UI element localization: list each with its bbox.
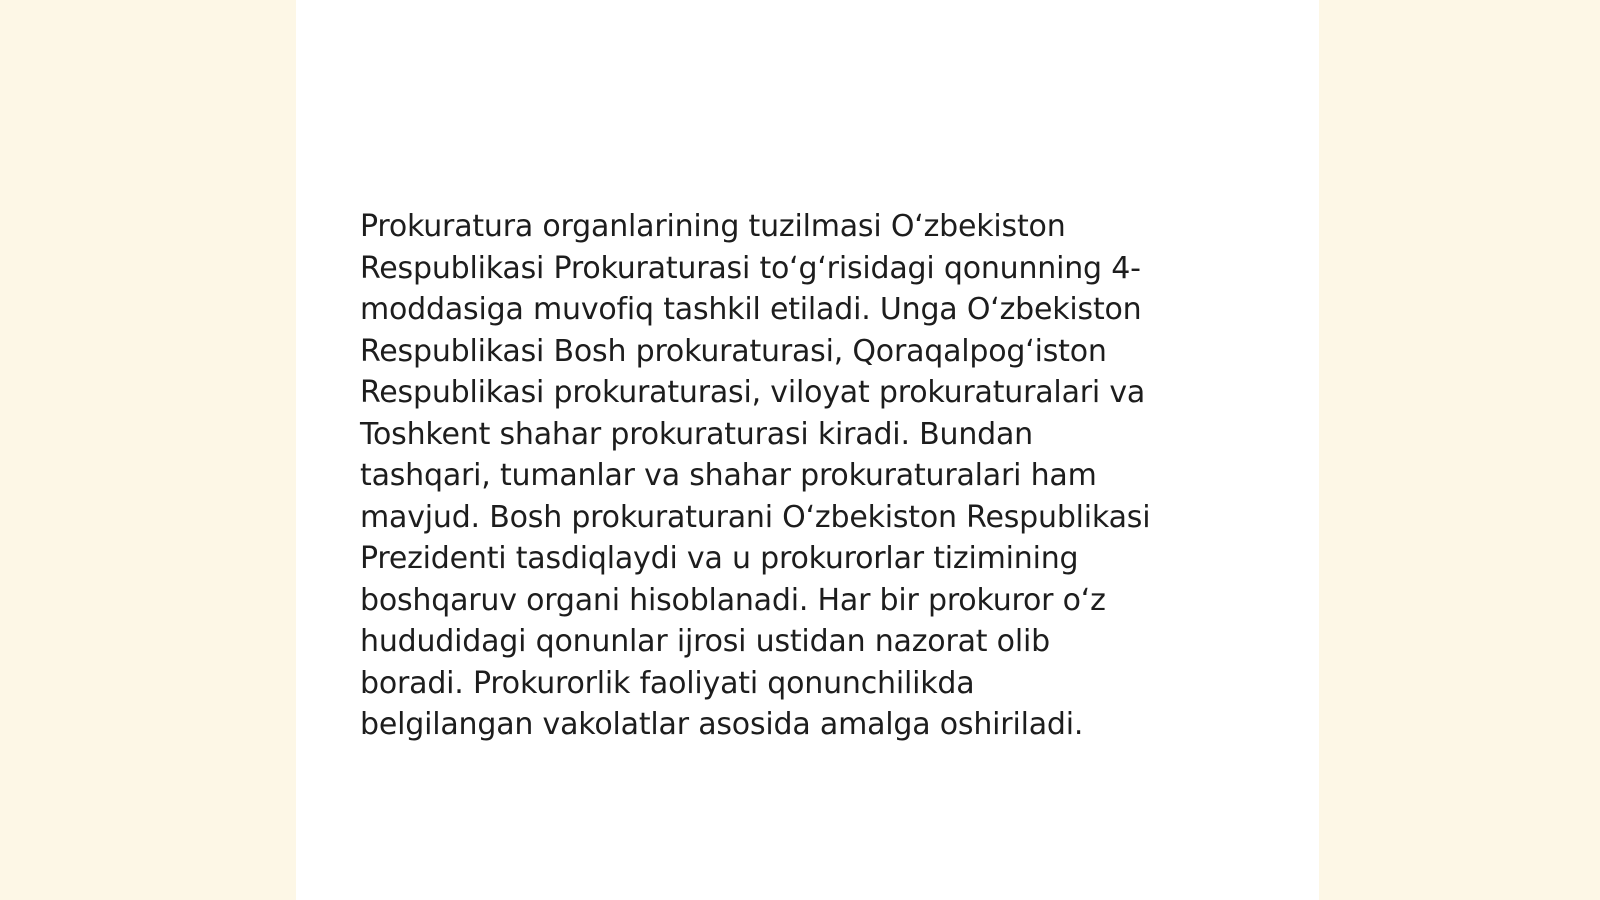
text-line: boradi. Prokurorlik faoliyati qonunchilikda xyxy=(360,665,975,701)
text-line: Respublikasi Bosh prokuraturasi, Qoraqalpog‘iston xyxy=(360,333,1107,369)
text-line: belgilangan vakolatlar asosida amalga oshiriladi. xyxy=(360,707,1084,742)
text-line: Toshkent shahar prokuraturasi kiradi. Bundan xyxy=(360,416,1033,452)
slide xyxy=(296,0,1319,900)
text-line: tashqari, tumanlar va shahar prokuraturalari ham xyxy=(360,458,1097,493)
text-line: Respublikasi Prokuraturasi to‘g‘risidagi qonunning 4- xyxy=(360,250,1141,286)
text-line: boshqaruv organi hisoblanadi. Har bir prokuror o‘z xyxy=(360,582,1106,618)
text-line: mavjud. Bosh prokuraturani O‘zbekiston Respublikasi xyxy=(360,499,1151,535)
body-paragraph xyxy=(360,206,1250,746)
text-line: Prezidenti tasdiqlaydi va u prokurorlar tizimining xyxy=(360,541,1079,576)
text-line: Respublikasi prokuraturasi, viloyat prokuraturalari va xyxy=(360,375,1146,410)
text-line: hududidagi qonunlar ijrosi ustidan nazorat olib xyxy=(360,624,1050,659)
text-line: moddasiga muvofiq tashkil etiladi. Unga O‘zbekiston xyxy=(360,292,1142,327)
text-line: Prokuratura organlarining tuzilmasi O‘zbekiston xyxy=(360,209,1066,244)
